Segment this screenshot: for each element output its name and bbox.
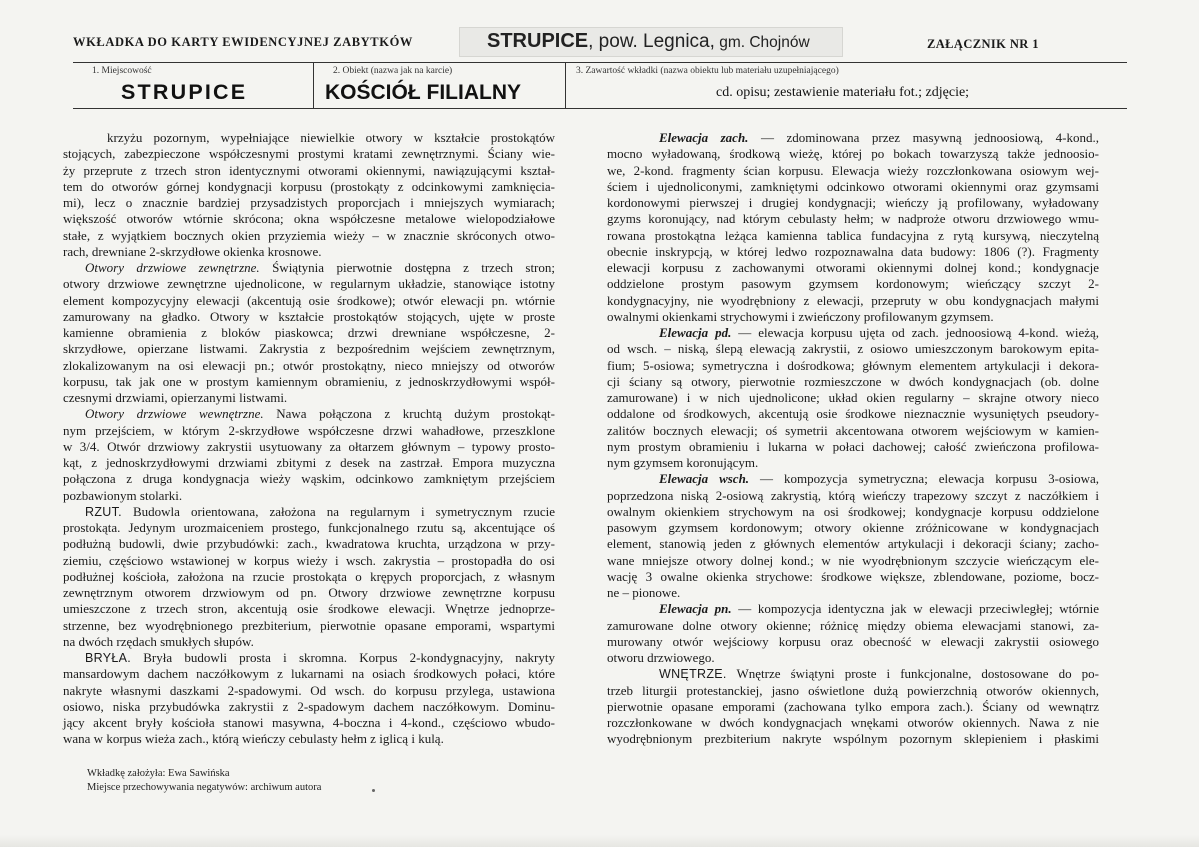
field-top-rule xyxy=(73,62,1127,63)
text-line xyxy=(607,536,1099,552)
field-2-label: 2. Obiekt (nazwa jak na karcie) xyxy=(333,66,453,76)
section-heading: WNĘTRZE. xyxy=(659,667,727,682)
text-line xyxy=(63,585,555,601)
line-text: nakryte własnymi daszkami 2-spadowymi. Od wsch. do korpusu przylega, ustawiona xyxy=(63,682,555,698)
line-text: fium; 5-osiowa; symetryczna i dośrodkowa; głównym elementem artykulacji i dekora- xyxy=(607,357,1099,373)
section-heading: Elewacja zach. xyxy=(659,130,749,145)
section-heading: RZUT. xyxy=(85,504,122,519)
field-bottom-rule xyxy=(73,108,1127,109)
line-text: czesnymi drzwiami, opierzanymi listwami. xyxy=(63,390,288,405)
header-left-title: WKŁADKA DO KARTY EWIDENCYJNEJ ZABYTKÓW xyxy=(73,35,413,49)
text-line xyxy=(607,699,1099,715)
text-line xyxy=(63,439,555,455)
text-line xyxy=(63,488,555,504)
line-text: rowana prostokątna leżąca kamienna tablica fundacyjna z rytą kursywą, nieczytelną xyxy=(607,227,1099,243)
text-line xyxy=(607,471,1099,487)
text-line xyxy=(63,455,555,471)
line-text: Nawa połączona z kruchtą dużym prostokąt- xyxy=(263,406,555,422)
line-text: rozczłonkowane w dwóch kondygnacjach wnękami otworów okiennych. Nawa z nie xyxy=(607,715,1099,730)
line-text: mi), lecz o znacznie bardziej przysadzistych proporcjach i mniejszych wymiarach; xyxy=(63,195,555,210)
section-heading: BRYŁA. xyxy=(85,651,132,665)
text-line xyxy=(63,293,555,309)
line-text: umieszczone z trzech stron, akcentują osie środkowe elewacji. Wnętrze jednoprze- xyxy=(63,601,555,617)
text-line xyxy=(607,228,1099,244)
line-text: kamienne obramienia z bloków piaskowca; drzwi drewniane współczesne, 2- xyxy=(63,325,555,340)
text-line xyxy=(607,374,1099,390)
text-line xyxy=(607,179,1099,195)
text-line xyxy=(63,195,555,211)
field-3-value: cd. opisu; zestawienie materiału fot.; zdjęcie; xyxy=(716,85,970,100)
text-line xyxy=(63,715,555,731)
line-text: trzeb liturgii protestanckiej, jasno oświetlone dużą powierzchnią otworów okiennych, xyxy=(607,682,1099,698)
line-text: — zdominowana przez masywną jednoosiową, 4-kond., xyxy=(748,130,1099,145)
text-line xyxy=(607,390,1099,406)
line-text: cji ściany są otwory, pierwotnie rozmieszczone w dwóch kondygnacjach (ob. dolne xyxy=(607,373,1099,389)
text-line xyxy=(607,341,1099,357)
field-divider-2 xyxy=(565,62,566,108)
text-line xyxy=(63,276,555,292)
text-line xyxy=(607,634,1099,650)
line-text: tem do otworów górnej kondygnacji korpusu (prostokąty z odcinkowymi zamknięcia- xyxy=(63,178,555,194)
text-line xyxy=(607,423,1099,439)
line-text: pasowym gzymsem kordonowym; otwory okienne zróżnicowane w kondygnacjach xyxy=(607,520,1099,535)
text-line xyxy=(63,325,555,341)
line-text: kondygnacyjny, nie wyodrębniony z elewacji, przepruty w obu kondygnacjach małymi xyxy=(607,292,1099,308)
line-text: wyodrębnionym prezbiterium nakryte wspólnym pozornym sklepieniem i płaskimi xyxy=(607,731,1099,747)
field-1-label: 1. Miejscowość xyxy=(92,66,152,76)
text-line xyxy=(63,569,555,585)
line-text: ży przeprute z trzech stron identycznymi otworami okiennymi, nawiązującymi kształ- xyxy=(63,162,555,178)
text-line xyxy=(607,650,1099,666)
line-text: osiowo, niska przybudówka zakrystii z 2-spadowym dachem naczółkowym. Dominu- xyxy=(63,698,555,714)
field-divider-1 xyxy=(313,62,314,108)
line-text: — kompozycja identyczna jak w elewacji przeciwległej; wtórnie xyxy=(731,601,1100,617)
line-text: ne – pionowe. xyxy=(607,585,681,600)
text-line xyxy=(607,504,1099,520)
line-text: nym prostym obramieniu i lukarna w połaci dachowej; całość zwieńczona profilowa- xyxy=(607,438,1099,454)
section-heading: Otwory drzwiowe zewnętrzne. xyxy=(85,260,260,275)
line-text: wana w korpus wieża zach., którą wieńczy cebulasty hełm z iglicą i kulą. xyxy=(63,731,444,747)
left-text-column xyxy=(63,130,555,748)
text-line xyxy=(607,358,1099,374)
field-3-label: 3. Zawartość wkładki (nazwa obiektu lub materiału uzupełniającego) xyxy=(576,66,839,76)
line-text: ziemiu, częściowo wstawionej w korpus wieży i wsch. zakrystia – prostopadła do osi xyxy=(63,552,555,568)
text-line xyxy=(607,601,1099,617)
section-heading: Elewacja pn. xyxy=(659,601,732,617)
line-text: kąt, z jednoskrzydłowymi drzwiami zbitymi z desek na zastrzał. Empora muzyczna xyxy=(63,455,555,470)
line-text: mocno wyładowaną, środkową wieżę, której po bokach towarzyszą także jednoosio- xyxy=(607,146,1099,162)
text-line xyxy=(63,260,555,276)
line-text: rach, drewniane 2-skrzydłowe okienka krosnowe. xyxy=(63,243,322,259)
line-text: od wsch. – niską, ślepą elewacją zakrystii, z osiowo umieszczonym barokowym epita- xyxy=(607,341,1099,357)
line-text: zamurowane dolne otwory okienne; różnicę między obiema elewacjami stanowi, za- xyxy=(607,617,1099,633)
text-line xyxy=(63,163,555,179)
line-text: oddalone od środkowych, akcentują osie środkowe nieznacznie wysuniętych pseudory- xyxy=(607,406,1099,422)
text-line xyxy=(607,406,1099,422)
line-text: pozbawionym stolarki. xyxy=(63,487,183,503)
line-text: murowany otwór wejściowy korpusu oraz obecność w elewacji zakrystii osiowego xyxy=(607,633,1099,649)
line-text: jący akcent bryły kościoła stanowi masywna, 4-boczna i 4-kond., częściowo wbudo- xyxy=(63,715,555,730)
section-heading: Otwory drzwiowe wewnętrzne. xyxy=(85,406,264,422)
line-text: ściem i ujednoliconymi, zamkniętymi odcinkowo otworami okiennymi oraz gzymsami xyxy=(607,178,1099,194)
line-text: owalnymi okienkami strychowymi i zwieńczony profilowanym gzymsem. xyxy=(607,308,994,324)
text-line xyxy=(607,146,1099,162)
line-text: otwory drzwiowe zewnętrzne ujednolicone, w regularnym układzie, stanowiące istotny xyxy=(63,276,555,292)
field-1-value: STRUPICE xyxy=(121,80,248,104)
line-text: poprzedzona niską 2-osiową zakrystią, którą wieńczy trapezowy szczyt z naczółkiem i xyxy=(607,487,1099,503)
text-line xyxy=(63,504,555,520)
footer-author: Wkładkę założyła: Ewa Sawińska xyxy=(87,768,230,779)
line-text: zalitów bocznych elewacji; oś symetrii akcentowana otworem wejściowym w kamien- xyxy=(607,422,1099,438)
text-line xyxy=(607,309,1099,325)
text-line xyxy=(607,260,1099,276)
text-line xyxy=(607,520,1099,536)
text-line xyxy=(63,601,555,617)
text-line xyxy=(63,130,555,146)
line-text: — kompozycja symetryczna; elewacja korpusu 3-osiowa, xyxy=(749,471,1099,487)
line-text: pierwotnie opasane emporami (zachowana tylko empora zach.). Ściany od wewnątrz xyxy=(607,698,1099,714)
line-text: zewnętrznym otworem drzwiowym od pn. Otwory drzwiowe zewnętrzne korpusu xyxy=(63,585,555,600)
text-line xyxy=(63,244,555,260)
text-line xyxy=(607,195,1099,211)
line-text: Świątynia pierwotnie dostępna z trzech stron; xyxy=(259,260,555,275)
line-text: skrzydłowe, opierzane listwami. Zakrystia z bezpośrednim wejściem zewnętrznym, xyxy=(63,341,555,357)
text-line xyxy=(63,146,555,162)
line-text: krzyżu pozornym, wypełniające niewielkie otwory w kształcie prostokątów xyxy=(107,130,555,145)
line-text: gzyms koronujący, nad którym cebulasty hełm; w nadproże otworu drzwiowego wmu- xyxy=(607,211,1099,227)
line-text: podłużnej kościoła, założona na rzucie prostokąta o krępych proporcjach, z własnym xyxy=(63,568,555,584)
line-text: we, 2-kond. fragmenty ścian korpusu. Elewacja wieży rozczłonkowana osiowym wej- xyxy=(607,162,1099,178)
text-line xyxy=(607,163,1099,179)
footer-negative-storage: Miejsce przechowywania negatywów: archiwum autora xyxy=(87,782,322,793)
line-text: nym gzymsem koronującym. xyxy=(607,455,759,470)
section-heading: Elewacja pd. xyxy=(659,325,732,340)
text-line xyxy=(607,439,1099,455)
text-line xyxy=(63,520,555,536)
line-text: wację 3 owalne okienka strychowe: środkowe większe, zblendowane, poziome, bocz- xyxy=(607,568,1099,584)
line-text: połączona z druga kondygnacja wieży wąskim, odcinkowo zamkniętym przejściem xyxy=(63,471,555,487)
text-line xyxy=(63,618,555,634)
line-text: elewacji korpusu z zachowanymi otworami okiennymi dolnej kond.; kondygnacje xyxy=(607,260,1099,275)
text-line xyxy=(607,715,1099,731)
line-text: stojących, zabezpieczone współczesnymi prostymi kratami zewnętrznymi. Ściany wie- xyxy=(63,146,555,162)
text-line xyxy=(63,423,555,439)
text-line xyxy=(607,455,1099,471)
text-line xyxy=(607,731,1099,747)
text-line xyxy=(63,341,555,357)
header-commune: gm. Chojnów xyxy=(714,34,810,51)
line-text: nym przejściem, w którym 2-skrzydłowe współczesne drzwi wahadłowe, przeszklone xyxy=(63,422,555,438)
line-text: strzenne, bez wyodrębnionego prezbiterium, pierwotnie opasane emporami, wspartymi xyxy=(63,617,555,633)
line-text: większość otworów wtórnie skrócona; okna współczesne metalowe wielopodziałowe xyxy=(63,211,555,227)
text-line xyxy=(607,666,1099,682)
line-text: obecnie inskrypcją, w której ledwo rozpoznawalna data budowy: 1806 (?). Fragmenty xyxy=(607,243,1099,259)
header-center-title xyxy=(487,30,810,53)
text-line xyxy=(63,179,555,195)
text-line xyxy=(63,358,555,374)
line-text: na dwóch rzędach smukłych słupów. xyxy=(63,633,254,649)
line-text: oddzielone prostym pasowym gzymsem kordonowym; wieńczący szczyt 2- xyxy=(607,276,1099,292)
section-heading: Elewacja wsch. xyxy=(659,471,750,487)
line-text: kordonowymi pierwszej i drugiej kondygnacji; wieńczy ją profilowany, wyładowany xyxy=(607,195,1099,210)
text-line xyxy=(63,406,555,422)
line-text: otworu drzwiowego. xyxy=(607,650,715,665)
line-text: mansardowym dachem naczółkowym z lukarnami na osiach środkowych połaci, które xyxy=(63,666,555,682)
text-line xyxy=(63,228,555,244)
line-text: w 3/4. Otwór drzwiowy zakrystii usytuowany za ołtarzem głównym – typowy prosto- xyxy=(63,438,555,454)
text-line xyxy=(63,390,555,406)
text-line xyxy=(607,276,1099,292)
text-line xyxy=(607,683,1099,699)
header-district: , pow. Legnica, xyxy=(588,31,715,52)
line-text: zamurowane) i w nich ujednolicone; układ okien regularny – skrajne otwory nieco xyxy=(607,390,1099,405)
line-text: element kompozycyjny elewacji (akcentują osie środkowe); otwór elewacji pn. wtórnie xyxy=(63,292,555,308)
text-line xyxy=(63,211,555,227)
text-line xyxy=(607,211,1099,227)
paper-edge xyxy=(0,835,1199,847)
text-line xyxy=(63,666,555,682)
text-line xyxy=(607,130,1099,146)
header-attachment-number: ZAŁĄCZNIK NR 1 xyxy=(927,37,1039,51)
line-text: korpusu, tak jak one w prostym kamiennym obramieniu, z jednoskrzydłowymi współ- xyxy=(63,373,555,389)
text-line xyxy=(63,683,555,699)
text-line xyxy=(63,536,555,552)
text-line xyxy=(63,309,555,325)
text-line xyxy=(607,585,1099,601)
text-line xyxy=(63,374,555,390)
line-text: Bryła budowli prosta i skromna. Korpus 2-kondygnacyjny, nakryty xyxy=(131,650,555,665)
text-line xyxy=(63,553,555,569)
line-text: Budowla orientowana, założona na regularnym i symetrycznym rzucie xyxy=(121,503,555,519)
line-text: — elewacja korpusu ujęta od zach. jednoosiową 4-kond. wieżą, xyxy=(731,325,1100,340)
line-text: podłużną budowli, dwie przybudówki: zach., kwadratowa kruchta, urządzona w przy- xyxy=(63,536,555,552)
text-line xyxy=(63,634,555,650)
text-line xyxy=(63,699,555,715)
text-line xyxy=(607,244,1099,260)
line-text: wane mniejsze otwory dolnej kond.; w nie wyodrębnionym szczycie wieńczącym ele- xyxy=(607,552,1099,568)
text-line xyxy=(63,731,555,747)
text-line xyxy=(63,471,555,487)
field-2-value: KOŚCIÓŁ FILIALNY xyxy=(325,81,521,104)
line-text: Wnętrze świątyni proste i funkcjonalne, dostosowane do po- xyxy=(726,666,1099,682)
line-text: element, stanowią jeden z głównych elementów artykulacji i dekoracji ściany; zacho- xyxy=(607,536,1099,552)
text-line xyxy=(607,293,1099,309)
text-line xyxy=(607,618,1099,634)
text-line xyxy=(607,488,1099,504)
line-text: stałe, z wyjątkiem bocznych okien przyziemia wieży – w znacznie skróconych otwo- xyxy=(63,227,555,243)
text-line xyxy=(607,553,1099,569)
line-text: zamurowany na gładko. Otwory w kształcie prostokątów stojących, ujęte w proste xyxy=(63,308,555,324)
line-text: zlokalizowanym na osi elewacji pn.; otwór prostokątny, nieco mniejszy od otworów xyxy=(63,357,555,373)
line-text: prostokąta. Jedynym urozmaiceniem prostego, funkcjonalnego rzutu są, akcentujące oś xyxy=(63,520,555,535)
text-line xyxy=(607,569,1099,585)
text-line xyxy=(607,325,1099,341)
line-text: owalnym okienkiem strychowym na osi środkowej; kondygnacje korpusu oddzielone xyxy=(607,503,1099,519)
header-town: STRUPICE xyxy=(487,30,589,52)
text-line xyxy=(63,650,555,666)
scan-speck xyxy=(372,789,375,792)
right-text-column xyxy=(607,130,1099,748)
